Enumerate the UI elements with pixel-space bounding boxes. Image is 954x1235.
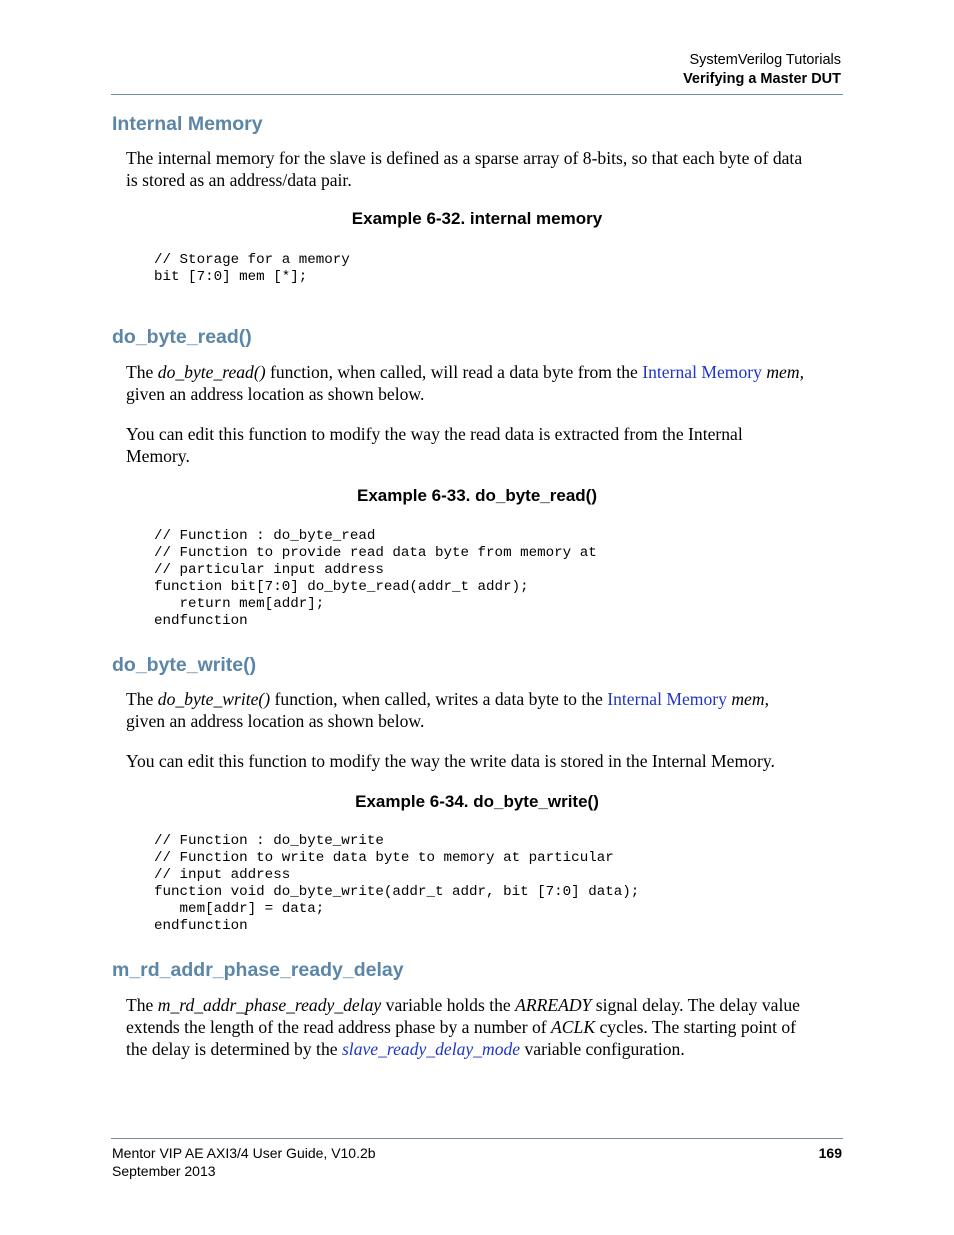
internal-memory-link[interactable]: Internal Memory (607, 689, 727, 709)
example-caption-6-32: Example 6-32. internal memory (351, 209, 603, 228)
text-run: function, when called, writes a data byte to the (270, 689, 608, 709)
paragraph-line (126, 1038, 842, 1060)
footer-rule (111, 1138, 843, 1139)
running-header-chapter: SystemVerilog Tutorials (689, 52, 841, 68)
example-caption-6-34: Example 6-34. do_byte_write() (355, 792, 599, 811)
example-caption-6-33: Example 6-33. do_byte_read() (357, 486, 597, 505)
paragraph-line (126, 361, 842, 383)
paragraph-line: Memory. (126, 446, 190, 466)
do-byte-write-paragraph-1 (126, 688, 842, 732)
header-rule (111, 94, 843, 95)
paragraph-line (126, 994, 842, 1016)
code-block-do-byte-read: // Function : do_byte_read // Function to provide read data byte from memory at // particular input address function bit[7:0] do_byte_read(addr_t addr); return mem[addr]; endfunction (154, 528, 597, 629)
running-header-section: Verifying a Master DUT (683, 71, 841, 87)
paragraph-line: given an address location as shown below. (126, 711, 425, 731)
slave-ready-delay-mode-link[interactable]: slave_ready_delay_mode (341, 1039, 521, 1059)
signal-name: ACLK (551, 1017, 596, 1037)
variable-name: m_rd_addr_phase_ready_delay (157, 995, 382, 1015)
text-run: The (126, 689, 158, 709)
text-run: cycles. The starting point of (595, 1017, 797, 1037)
m-rd-addr-paragraph (126, 994, 842, 1060)
text-run: , (764, 689, 769, 709)
paragraph-line: The internal memory for the slave is defined as a sparse array of 8-bits, so that each byte of data (126, 148, 803, 168)
do-byte-write-paragraph-2: You can edit this function to modify the way the write data is stored in the Internal Memory. (126, 751, 775, 771)
heading-m-rd-addr-phase-ready-delay: m_rd_addr_phase_ready_delay (112, 959, 404, 981)
paragraph-line: is stored as an address/data pair. (126, 170, 352, 190)
variable-name: mem, (761, 362, 804, 382)
paragraph-line: given an address location as shown below. (126, 384, 425, 404)
paragraph-line: You can edit this function to modify the way the read data is extracted from the Internal (126, 424, 743, 444)
internal-memory-link[interactable]: Internal Memory (642, 362, 762, 382)
text-run: extends the length of the read address phase by a number of (126, 1017, 552, 1037)
code-block-internal-memory: // Storage for a memory bit [7:0] mem [*]; (154, 252, 350, 285)
footer-title: Mentor VIP AE AXI3/4 User Guide, V10.2b (112, 1145, 376, 1161)
text-run: variable configuration. (520, 1039, 685, 1059)
function-name: do_byte_write() (157, 689, 271, 709)
heading-internal-memory: Internal Memory (112, 113, 263, 135)
variable-name: mem (726, 689, 765, 709)
function-name: do_byte_read() (157, 362, 266, 382)
do-byte-read-paragraph-1 (126, 361, 842, 405)
heading-do-byte-write: do_byte_write() (112, 654, 257, 676)
do-byte-read-paragraph-2 (126, 423, 842, 467)
internal-memory-paragraph (126, 147, 842, 191)
code-block-do-byte-write: // Function : do_byte_write // Function to write data byte to memory at particular // input address function void do_byte_write(addr_t addr, bit [7:0] data); mem[addr] = data; endfunction (154, 833, 640, 934)
signal-name: ARREADY (515, 995, 592, 1015)
text-run: The (126, 995, 158, 1015)
page-number: 169 (818, 1145, 842, 1161)
text-run: The (126, 362, 158, 382)
footer-date: September 2013 (112, 1163, 216, 1179)
paragraph-line (126, 688, 842, 710)
paragraph-line (126, 1016, 842, 1038)
text-run: variable holds the (381, 995, 516, 1015)
heading-do-byte-read: do_byte_read() (112, 326, 252, 348)
text-run: function, when called, will read a data byte from the (265, 362, 643, 382)
text-run: signal delay. The delay value (591, 995, 800, 1015)
text-run: the delay is determined by the (126, 1039, 342, 1059)
